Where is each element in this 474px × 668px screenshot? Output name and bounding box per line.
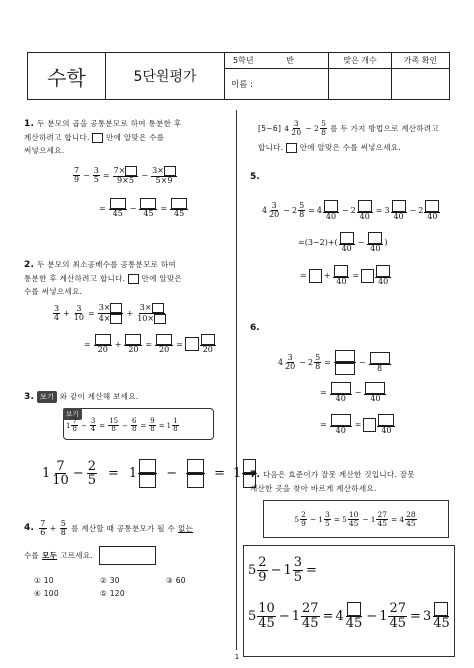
answer-box[interactable] xyxy=(140,198,156,209)
answer-box[interactable] xyxy=(110,198,126,209)
q2-line1: $\frac{3}{4}$ + $\frac{3}{10}$ = $\frac{3\times}{4\times}$ + $\frac{3\times}{10\times}$ xyxy=(52,303,168,324)
frac-den: 8 xyxy=(377,363,383,373)
frac-num: 7 xyxy=(74,165,80,175)
frac-den: 40 xyxy=(381,426,392,435)
answer-box-icon xyxy=(286,143,297,153)
q56-text-a: 를 두 가지 방법으로 계산하려고 xyxy=(330,123,439,133)
answer-box[interactable] xyxy=(347,602,361,616)
q4-emphasis-all: 모두 xyxy=(42,550,58,560)
whole-number: 4 xyxy=(316,206,322,216)
frac-num: 5 xyxy=(315,352,321,362)
answer-box[interactable] xyxy=(365,382,385,394)
subject-cell xyxy=(28,53,106,100)
frac-den: 40 xyxy=(370,394,381,403)
q1-number: 1. xyxy=(24,119,35,129)
q2-text xyxy=(24,258,229,298)
whole-number: 1 xyxy=(128,466,138,482)
option-1[interactable]: ① 10 xyxy=(34,576,54,585)
frac-den: 40 xyxy=(335,426,346,435)
q7-text xyxy=(250,468,458,495)
q1-text xyxy=(24,117,229,157)
whole-number: 5 xyxy=(294,514,300,524)
frac-num: 3× xyxy=(139,303,152,312)
answer-box[interactable] xyxy=(363,418,376,432)
frac-den: 8 xyxy=(321,127,327,137)
frac-den: 45 xyxy=(258,615,275,631)
frac-num: 10 xyxy=(348,509,359,519)
q2-number: 2. xyxy=(24,260,35,270)
q2-text-a: 두 분모의 최소공배수를 공통분모로 하여 xyxy=(36,260,176,269)
column-divider xyxy=(236,110,237,650)
frac-den: 20 xyxy=(97,345,108,354)
q6-line2: = 40 − 40 xyxy=(318,382,387,403)
answer-box[interactable] xyxy=(376,265,390,277)
frac-den: 20 xyxy=(269,210,280,220)
q3-instruction: 와 같이 계산해 보세요. xyxy=(59,392,139,401)
minus-sign: − xyxy=(141,171,149,181)
frac-num: 6 xyxy=(131,417,137,425)
whole-number: 1 xyxy=(283,562,292,578)
answer-box[interactable] xyxy=(110,303,122,313)
frac-num: 3 xyxy=(271,200,277,210)
whole-number: 2 xyxy=(418,206,424,216)
example-box-label: 보기 xyxy=(63,408,82,420)
q1-line2: = 45 − 45 = 45 xyxy=(97,198,189,218)
frac-den: 40 xyxy=(341,244,352,253)
minus-sign: − xyxy=(129,203,137,213)
plus-sign: + xyxy=(63,309,70,318)
frac-den: 5 xyxy=(93,175,99,185)
option-5[interactable]: ⑤ 120 xyxy=(100,589,125,598)
whole-number: 1 xyxy=(42,466,51,482)
whole-number: 3 xyxy=(422,608,432,624)
frac-den: 5 xyxy=(324,518,330,528)
close-paren: ) xyxy=(384,238,388,248)
frac-den: 20 xyxy=(128,345,139,354)
frac-den: 8 xyxy=(150,425,155,434)
grade-class-cell xyxy=(225,53,329,69)
frac-den: 8 xyxy=(299,210,305,220)
whole-number: 5 xyxy=(248,562,257,578)
frac-num: 3 xyxy=(54,303,60,313)
whole-number: 2 xyxy=(291,206,298,216)
q6-line3: = 40 = 40 xyxy=(318,414,396,435)
example-chip: 보기 xyxy=(37,391,57,403)
frac-num: 2 xyxy=(87,458,97,474)
frac-num: 7 xyxy=(56,458,65,474)
frac-den: 45 xyxy=(174,209,185,218)
frac-num: 3 xyxy=(90,417,96,425)
frac-num: 7 xyxy=(40,519,46,528)
frac-den: 4 xyxy=(90,425,96,434)
answer-box[interactable] xyxy=(139,474,156,488)
q2-text-b: 통분한 후 계산하려고 합니다. xyxy=(24,274,126,283)
whole-number: 1 xyxy=(370,514,376,524)
whole-number: 4 xyxy=(399,514,405,524)
frac-den: 45 xyxy=(433,616,450,632)
q4-text-c: 고르세요. xyxy=(60,550,94,560)
frac-den: 40 xyxy=(335,394,346,403)
answer-box[interactable] xyxy=(361,269,374,283)
answer-box[interactable] xyxy=(392,200,406,212)
frac-den: 8 xyxy=(60,528,67,538)
frac-num: 28 xyxy=(406,509,416,519)
subject: 수학 xyxy=(47,65,86,90)
q1-text-a: 두 분모의 곱을 공통분모로 하여 통분한 후 xyxy=(36,119,182,128)
q5-line3: = + 40 = 40 xyxy=(298,265,392,286)
q7-answer-line1: 5 $\frac{2}{9}$ − 1 $\frac{3}{5}$ = xyxy=(248,555,317,585)
option-2[interactable]: ② 30 xyxy=(100,576,120,585)
q4-answer-box[interactable] xyxy=(99,546,156,565)
frac-den: 10 xyxy=(73,313,84,322)
frac-num: 2 xyxy=(258,555,267,570)
frac-num: 3 xyxy=(93,165,99,175)
frac-num: 3 xyxy=(76,303,82,313)
frac-num: 5 xyxy=(321,119,327,128)
frac-num: 27 xyxy=(302,601,319,617)
answer-box[interactable] xyxy=(309,269,322,283)
frac-num: 7 xyxy=(72,417,77,425)
q7-wrong-equation: 5 $\frac{2}{9}$ − 1 $\frac{3}{5}$ = 5 $\frac{10}{45}$ − 1 $\frac{27}{45}$ = 4 $\frac{28}{45}$ xyxy=(294,509,416,528)
frac-num: 3 xyxy=(293,119,299,128)
example-equation: 1 $\frac{7}{8}$ − $\frac{3}{4}$ = $\frac{15}{8}$ − $\frac{6}{8}$ = $\frac{9}{8}$ = 1 $\frac{1}{8}$ xyxy=(66,417,178,434)
answer-box[interactable] xyxy=(152,303,164,313)
answer-box[interactable] xyxy=(370,352,390,364)
q4-number: 4. xyxy=(24,523,35,534)
frac-den: 8 xyxy=(173,425,178,434)
page-number: 1 xyxy=(234,653,240,661)
frac-den: 10 xyxy=(52,473,69,489)
answer-box[interactable] xyxy=(334,265,348,277)
frac-num: 1 xyxy=(173,417,178,425)
whole-number: 3 xyxy=(384,206,390,216)
answer-box[interactable] xyxy=(156,334,172,345)
answer-box[interactable] xyxy=(110,314,122,324)
answer-box[interactable] xyxy=(164,166,176,176)
whole-number: 4 xyxy=(278,358,284,367)
frac-den: 40 xyxy=(378,277,389,286)
q2-line2: = 20 + 20 = 20 = 20 xyxy=(82,334,217,354)
frac-den: 8 xyxy=(315,362,321,371)
frac-num: 3 xyxy=(324,509,330,519)
q4-text-b: 수를 xyxy=(24,550,40,560)
frac-den: 20 xyxy=(202,345,213,354)
name-label: 이름 : xyxy=(231,80,253,90)
frac-den: 45 xyxy=(406,518,416,528)
correct-count-input[interactable] xyxy=(329,69,392,100)
frac-num: 5 xyxy=(60,519,67,528)
minus-sign: − xyxy=(83,171,90,181)
whole-number: 2 xyxy=(307,358,314,367)
ban-label: 반 xyxy=(286,56,294,65)
whole-number: 1 xyxy=(379,608,388,624)
frac-num: 2 xyxy=(301,509,306,519)
answer-box[interactable] xyxy=(201,334,215,345)
q1-text-b: 계산하려고 합니다. xyxy=(24,133,90,142)
answer-box[interactable] xyxy=(335,363,355,375)
frac-num: 3 xyxy=(293,555,303,570)
whole-number: 2 xyxy=(314,123,320,133)
answer-box[interactable] xyxy=(425,200,439,212)
frac-num: 27 xyxy=(377,509,388,519)
q1-text-d: 써넣으세요. xyxy=(24,146,65,155)
frac-den: 8 xyxy=(131,425,137,434)
answer-box[interactable] xyxy=(434,602,448,616)
answer-box[interactable] xyxy=(340,232,354,244)
plus-sign: + xyxy=(114,339,122,349)
q4-options xyxy=(34,574,224,600)
q2-text-c: 안에 알맞은 xyxy=(141,274,183,283)
q5-paren-expression: =(3−2)+( xyxy=(298,238,338,248)
q56-text-c: 안에 알맞은 수를 써넣으세요. xyxy=(299,142,401,152)
correct-count-cell xyxy=(329,53,392,69)
whole-number: 2 xyxy=(350,206,356,216)
answer-box[interactable] xyxy=(331,382,351,394)
parent-check-input[interactable] xyxy=(392,69,450,100)
q5-line2: =(3−2)+( 40 − 40 ) xyxy=(298,232,387,253)
q4-text: 4. $\frac{7}{6}$ + $\frac{5}{8}$ 를 계산할 때 공통분모가 될 수 없는 수를 모두 고르세요. xyxy=(24,520,236,565)
answer-box[interactable] xyxy=(335,350,355,362)
frac-den: 8 xyxy=(72,425,77,434)
frac-num: 3× xyxy=(152,166,164,175)
frac-num: 5 xyxy=(299,200,305,210)
example-box xyxy=(63,408,214,440)
whole-number: 5 xyxy=(342,514,347,524)
answer-box[interactable] xyxy=(187,474,204,488)
correct-count-label: 맞은 개수 xyxy=(343,56,377,65)
unit-cell xyxy=(106,53,225,100)
frac-den: 10× xyxy=(137,314,155,323)
frac-den: 45 xyxy=(377,518,388,528)
frac-den: 20 xyxy=(159,345,170,354)
q6-number: 6. xyxy=(250,323,260,333)
frac-den: 45 xyxy=(143,209,154,218)
frac-den: 45 xyxy=(389,615,407,631)
answer-box[interactable] xyxy=(185,337,199,351)
q1-text-c: 안에 알맞은 수를 xyxy=(106,133,165,142)
q6-line1: 4 $\frac{3}{20}$ − 2 $\frac{5}{8}$ = − 8 xyxy=(278,350,392,375)
q56-intro: [5~6] 4 $\frac{3}{20}$ − 2 $\frac{5}{8}$ 를 두 가지 방법으로 계산하려고 합니다. 안에 알맞은 수를 써넣으세요. xyxy=(258,119,439,152)
q56-label: [5~6] xyxy=(258,123,282,133)
q7-text-b: 계산한 곳을 찾아 바르게 계산하세요. xyxy=(250,484,377,493)
whole-number: 5 xyxy=(248,608,257,624)
answer-box-icon xyxy=(128,274,139,284)
answer-box[interactable] xyxy=(324,200,338,212)
frac-den: 40 xyxy=(427,212,438,221)
whole-number: 4 xyxy=(284,123,290,133)
q7-wrong-box xyxy=(263,500,449,538)
frac-den: 4× xyxy=(98,314,111,323)
q3-text xyxy=(24,390,138,404)
frac-den: 9 xyxy=(74,175,80,185)
answer-box[interactable] xyxy=(187,459,204,473)
answer-box[interactable] xyxy=(358,200,372,212)
whole-number: 1 xyxy=(318,514,323,524)
answer-box[interactable] xyxy=(154,314,166,324)
frac-den: 20 xyxy=(285,362,296,371)
plus-sign: + xyxy=(126,309,134,318)
frac-den: 4 xyxy=(54,313,60,322)
frac-den: 40 xyxy=(336,277,347,286)
q4-emphasis-not: 없는 xyxy=(178,524,194,534)
frac-den: 6 xyxy=(40,528,46,538)
q5-line1: 4 $\frac{3}{20}$ − 2 $\frac{5}{8}$ = 4 40 − 2 40 = 3 40 − 2 40 xyxy=(262,200,441,221)
q2-text-d: 수를 써넣으세요. xyxy=(24,287,83,296)
q4-text-a: 를 계산할 때 공통분모가 될 수 xyxy=(71,524,176,534)
unit-title: 5단원평가 xyxy=(133,69,197,85)
frac-den: 9 xyxy=(258,569,267,585)
grade-label: 5학년 xyxy=(233,56,254,65)
header-table xyxy=(27,52,450,100)
option-3[interactable]: ③ 60 xyxy=(166,576,186,585)
frac-den: 5×9 xyxy=(155,176,173,185)
answer-box[interactable] xyxy=(331,414,351,426)
whole-number: 4 xyxy=(335,608,344,624)
q3-number: 3. xyxy=(24,392,35,402)
q7-text-a: 다음은 효준이가 잘못 계산한 것입니다. 잘못 xyxy=(262,470,415,479)
frac-den: 40 xyxy=(370,244,381,253)
whole-number: 1 xyxy=(66,421,71,430)
frac-den: 20 xyxy=(291,127,302,137)
frac-den: 45 xyxy=(112,209,123,218)
frac-num: 7× xyxy=(113,166,126,175)
frac-num: 10 xyxy=(258,601,275,617)
frac-den: 40 xyxy=(325,212,337,221)
q1-line1: $\frac{7}{9}$ − $\frac{3}{5}$ = $\frac{7\times}{9\times 5}$ − $\frac{3\times}{5\times 9}$ xyxy=(72,166,178,185)
whole-number: 1 xyxy=(233,466,242,482)
q7-answer-box[interactable] xyxy=(243,545,455,657)
q7-answer-line2: 5 $\frac{10}{45}$ − 1 $\frac{27}{45}$ = 4 45 − 1 $\frac{27}{45}$ = 3 45 xyxy=(248,601,450,632)
q5-number: 5. xyxy=(250,172,260,182)
frac-num: 3× xyxy=(98,303,111,312)
frac-den: 5 xyxy=(87,473,97,489)
frac-num: 27 xyxy=(389,601,407,617)
frac-num: 9 xyxy=(150,417,155,425)
frac-num: 15 xyxy=(109,417,119,425)
q56-text-b: 합니다. xyxy=(258,142,284,152)
answer-box[interactable] xyxy=(378,414,394,426)
answer-box[interactable] xyxy=(368,232,382,244)
frac-den: 8 xyxy=(111,425,116,434)
frac-den: 45 xyxy=(348,518,359,528)
whole-number: 4 xyxy=(262,206,268,216)
frac-den: 9 xyxy=(301,518,306,528)
whole-number: 1 xyxy=(291,608,301,624)
parent-check-cell xyxy=(392,53,450,69)
answer-box[interactable] xyxy=(125,334,141,345)
whole-number: 1 xyxy=(166,421,172,430)
frac-num: 3 xyxy=(287,352,293,362)
answer-box[interactable] xyxy=(95,334,111,345)
answer-box[interactable] xyxy=(171,198,187,209)
frac-den: 45 xyxy=(345,616,363,632)
answer-box-icon xyxy=(92,133,103,143)
frac-den: 40 xyxy=(393,212,404,221)
parent-check-label: 가족 확인 xyxy=(403,56,438,65)
frac-den: 45 xyxy=(302,615,319,631)
frac-den: 40 xyxy=(359,212,370,221)
q3-problem: 1 $\frac{7}{10}$ − $\frac{2}{5}$ = 1 − = 1 xyxy=(42,459,258,488)
name-cell[interactable] xyxy=(225,69,329,100)
frac-den: 5 xyxy=(293,569,303,585)
q7-number: 7. xyxy=(250,470,261,480)
answer-box[interactable] xyxy=(125,166,137,176)
option-4[interactable]: ④ 100 xyxy=(34,589,59,598)
answer-box[interactable] xyxy=(139,459,156,473)
frac-den: 9×5 xyxy=(117,176,134,185)
